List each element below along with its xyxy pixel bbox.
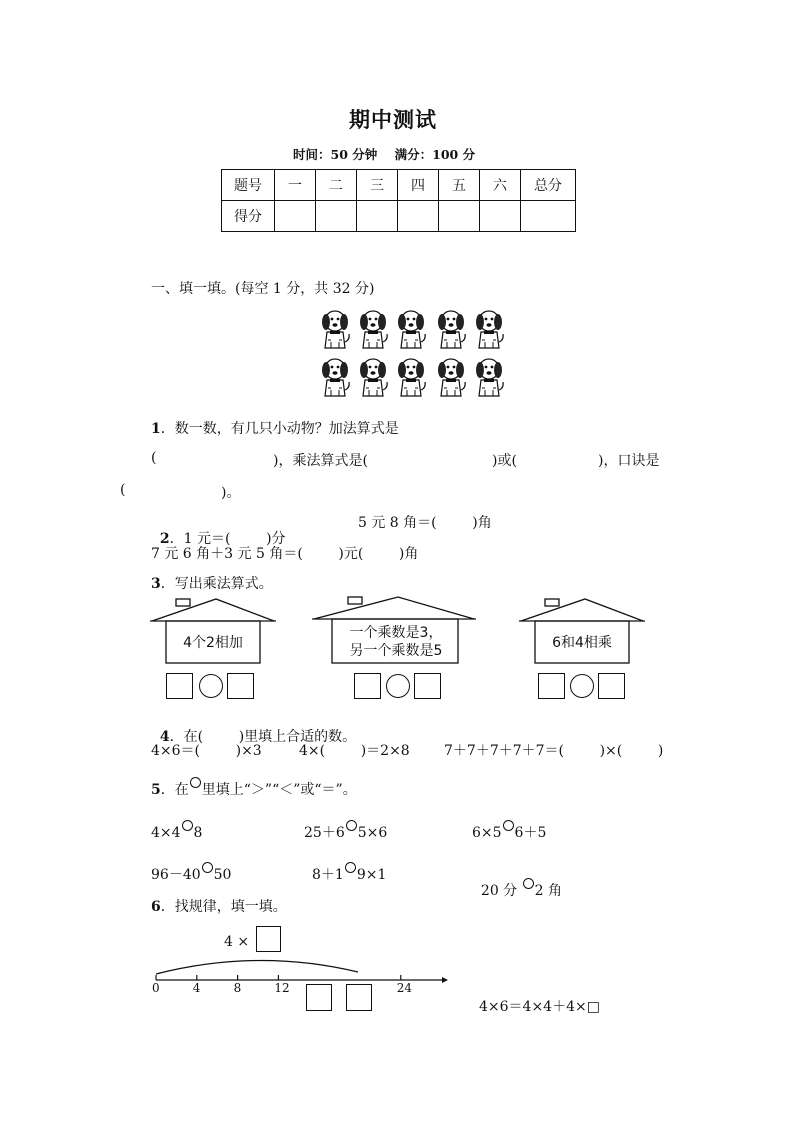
compare-right: 6＋5 [514, 825, 547, 841]
score-input-cell[interactable] [357, 201, 398, 232]
multiply-label: 4 × [224, 934, 250, 950]
compare-circle[interactable] [523, 878, 534, 889]
question-number: 6 [151, 899, 161, 915]
question-5 [151, 777, 357, 799]
tick-label: 24 [396, 981, 413, 995]
table-cell: 四 [398, 170, 439, 201]
table-cell: 三 [357, 170, 398, 201]
q2-item-a: ．1 元＝( )分 [169, 531, 286, 547]
q4-item-c: 7＋7＋7＋7＋7＝( )×( ) [444, 743, 664, 759]
answer-box[interactable] [227, 673, 254, 699]
house-label: 一个乘数是3， [349, 625, 443, 641]
house-illustration [150, 596, 276, 666]
compare-right: 5×6 [357, 825, 388, 841]
tick-label: 4 [192, 981, 201, 995]
q1-line3-close: )。 [221, 485, 241, 501]
house-label: 另一个乘数是5 [349, 643, 443, 659]
table-cell: 二 [316, 170, 357, 201]
compare-left: 96－40 [151, 867, 201, 883]
q6-equation: 4×6＝4×4＋4×□ [479, 999, 600, 1015]
score-table-header-row [222, 170, 576, 201]
answer-box[interactable] [354, 673, 381, 699]
compare-item [304, 820, 387, 842]
exam-info: 时间：50 分钟 满分：100 分 [293, 147, 476, 162]
compare-circle[interactable] [202, 862, 213, 873]
house-illustration [519, 596, 645, 666]
question-number: 4 [159, 729, 170, 745]
tick-label: 8 [233, 981, 242, 995]
answer-box[interactable] [414, 673, 441, 699]
table-cell: 得分 [222, 201, 275, 232]
score-input-cell[interactable] [275, 201, 316, 232]
table-cell: 五 [439, 170, 480, 201]
operator-circle[interactable] [199, 674, 223, 698]
q4-item-a: 4×6＝( )×3 [151, 743, 262, 759]
answer-box[interactable] [538, 673, 565, 699]
dog-icon [356, 308, 390, 352]
answer-box[interactable] [346, 984, 372, 1011]
number-line [148, 950, 448, 1010]
question-text: ．数一数，有几只小动物？加法算式是 [160, 421, 399, 437]
question-text: ．写出乘法算式。 [160, 576, 273, 592]
q1-line2-or: )或( [492, 453, 517, 469]
q1-line2-koujue: )，口诀是 [598, 453, 660, 469]
house-label: 6和4相乘 [552, 635, 612, 651]
tick-label: 12 [274, 981, 290, 995]
question-1 [151, 418, 399, 438]
page-title: 期中测试 [349, 107, 437, 132]
section-heading: 一、填一填。(每空 1 分，共 32 分) [151, 281, 375, 297]
table-cell: 六 [480, 170, 521, 201]
question-text: 里填上“＞”“＜”或“＝”。 [201, 782, 357, 798]
compare-item [472, 862, 562, 900]
table-cell: 总分 [521, 170, 576, 201]
score-input-cell[interactable] [521, 201, 576, 232]
score-input-cell[interactable] [398, 201, 439, 232]
dog-icon [356, 356, 390, 400]
question-3 [151, 573, 273, 593]
table-cell: 题号 [222, 170, 275, 201]
dog-icon [318, 308, 352, 352]
compare-item [312, 862, 386, 884]
question-text: ．在 [160, 782, 189, 798]
compare-item [472, 820, 546, 842]
dog-icon [318, 356, 352, 400]
answer-box[interactable] [598, 673, 625, 699]
dog-icon [472, 308, 506, 352]
compare-item [151, 862, 231, 884]
answer-box[interactable] [256, 926, 281, 952]
compare-left: 20 分 [480, 883, 522, 899]
compare-item [151, 820, 202, 841]
question-number: 5 [151, 782, 161, 798]
dog-icon [434, 308, 468, 352]
question-text: ．在( )里填上合适的数。 [169, 729, 357, 745]
score-input-cell[interactable] [480, 201, 521, 232]
compare-right: 50 [213, 867, 232, 883]
compare-left: 6×5 [472, 825, 502, 841]
q2-item-b: 5 元 8 角＝( )角 [358, 515, 492, 531]
question-6 [151, 896, 287, 916]
question-number: 2 [159, 531, 170, 547]
q4-item-b: 4×( )＝2×8 [299, 743, 410, 759]
compare-right: 2 角 [534, 883, 562, 899]
operator-circle[interactable] [386, 674, 410, 698]
compare-circle[interactable] [346, 820, 357, 831]
operator-circle[interactable] [570, 674, 594, 698]
table-cell: 一 [275, 170, 316, 201]
dog-icon [394, 356, 428, 400]
compare-circle[interactable] [345, 862, 356, 873]
compare-right: 9×1 [356, 867, 387, 883]
circle-icon [190, 777, 201, 788]
q1-line2-mult: )，乘法算式是( [273, 453, 368, 469]
compare-circle[interactable] [503, 820, 514, 831]
dog-icon [394, 308, 428, 352]
question-text: ．找规律，填一填。 [160, 899, 287, 915]
house-label: 4个2相加 [183, 635, 243, 651]
compare-left: 4×4 [151, 825, 181, 841]
score-input-cell[interactable] [316, 201, 357, 232]
score-table [221, 169, 576, 232]
dog-icon [434, 356, 468, 400]
question-number: 3 [151, 576, 161, 592]
compare-circle[interactable] [182, 820, 193, 831]
tick-label: 0 [152, 981, 160, 995]
q2-item-c: 7 元 6 角＋3 元 5 角＝( )元( )角 [151, 546, 419, 562]
q1-line3-open: ( [120, 482, 126, 498]
question-number: 1 [151, 421, 161, 437]
q1-line2-open: ( [151, 450, 157, 466]
dog-icon [472, 356, 506, 400]
answer-box[interactable] [306, 984, 332, 1011]
compare-right: 8 [193, 825, 203, 841]
score-input-cell[interactable] [439, 201, 480, 232]
answer-box[interactable] [166, 673, 193, 699]
score-table-score-row [222, 201, 576, 232]
compare-left: 25＋6 [304, 825, 345, 841]
compare-left: 8＋1 [312, 867, 344, 883]
